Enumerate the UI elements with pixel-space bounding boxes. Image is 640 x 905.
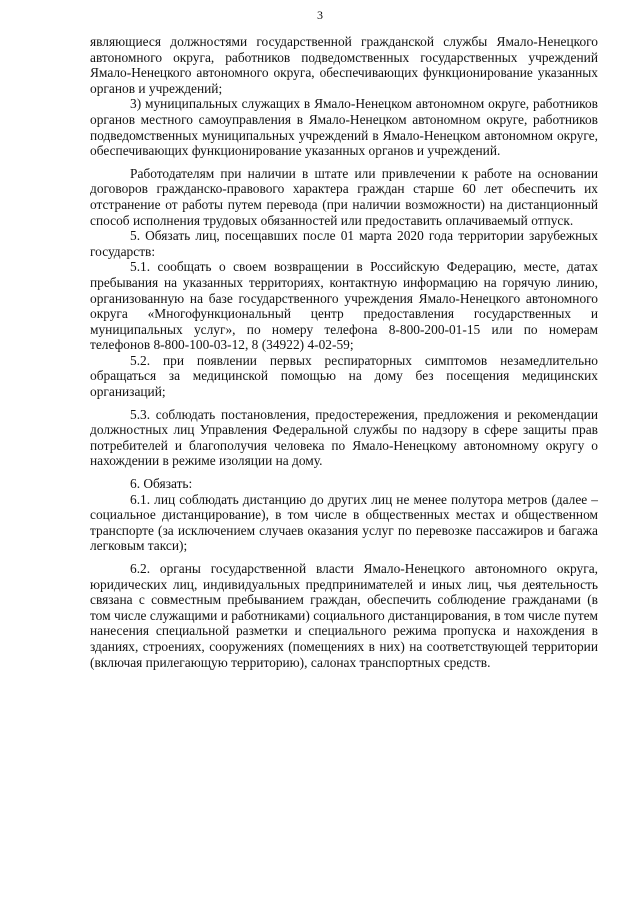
document-body xyxy=(90,34,598,670)
paragraph-civil-service-continuation: являющиеся должностями государственной гражданской службы Ямало-Ненецкого автономного округа, работников подведомственных государственных учреждений Ямало-Ненецкого автономного округа, обеспечивающих функционирование указанных органов и учреждений; xyxy=(90,34,598,96)
paragraph-item-5-1: 5.1. сообщать о своем возвращении в Российскую Федерацию, месте, датах пребывания на указанных территориях, контактную информацию на горячую линию, организованную на базе государственного учреждения Ямало-Ненецкого автономного округа «Многофункциональный центр предоставления государственных и муниципальных услуг», по номеру телефона 8-800-200-01-15 или по номерам телефонов 8-800-100-03-12, 8 (34922) 4-02-59; xyxy=(90,259,598,353)
paragraph-municipal-employees: 3) муниципальных служащих в Ямало-Ненецком автономном округе, работников органов местного самоуправления в Ямало-Ненецком автономном округе, работников подведомственных муниципальных учреждений в Ямало-Ненецком автономном округе, обеспечивающих функционирование указанных органов и учреждений. xyxy=(90,96,598,159)
page-number: 3 xyxy=(317,8,323,22)
paragraph-item-6-2: 6.2. органы государственной власти Ямало-Ненецкого автономного округа, юридических лиц, индивидуальных предпринимателей и иных лиц, чья деятельность связана с совместным пребыванием граждан, обеспечить соблюдение гражданами (в том числе служащими и работниками) социального дистанцирования, в том числе путем нанесения специальной разметки и специального режима пропуска и нахождения в зданиях, строениях, сооружениях (помещениях в них) на соответствующей территории (включая прилегающую территорию), салонах транспортных средств. xyxy=(90,561,598,670)
paragraph-item-5: 5. Обязать лиц, посещавших после 01 марта 2020 года территории зарубежных государств: xyxy=(90,228,598,259)
paragraph-employers-over-60: Работодателям при наличии в штате или привлечении к работе на основании договоров гражданско-правового характера граждан старше 60 лет обеспечить их отстранение от работы путем перевода (при наличии возможности) на дистанционный способ исполнения трудовых обязанностей или предоставить оплачиваемый отпуск. xyxy=(90,165,598,228)
paragraph-item-6-1: 6.1. лиц соблюдать дистанцию до других лиц не менее полутора метров (далее – социальное дистанцирование), в том числе в общественных местах и общественном транспорте (за исключением случаев оказания услуг по перевозке пассажиров и багажа легковым такси); xyxy=(90,491,598,554)
paragraph-item-6: 6. Обязать: xyxy=(130,476,193,492)
paragraph-item-5-3: 5.3. соблюдать постановления, предостережения, предложения и рекомендации должностных лиц Управления Федеральной службы по надзору в сфере защиты прав потребителей и благополучия человека по Ямало-Ненецкому автономному округу о нахождении в режиме изоляции на дому. xyxy=(90,406,598,469)
paragraph-item-5-2: 5.2. при появлении первых респираторных симптомов незамедлительно обращаться за медицинской помощью на дому без посещения медицинских организаций; xyxy=(90,352,598,400)
